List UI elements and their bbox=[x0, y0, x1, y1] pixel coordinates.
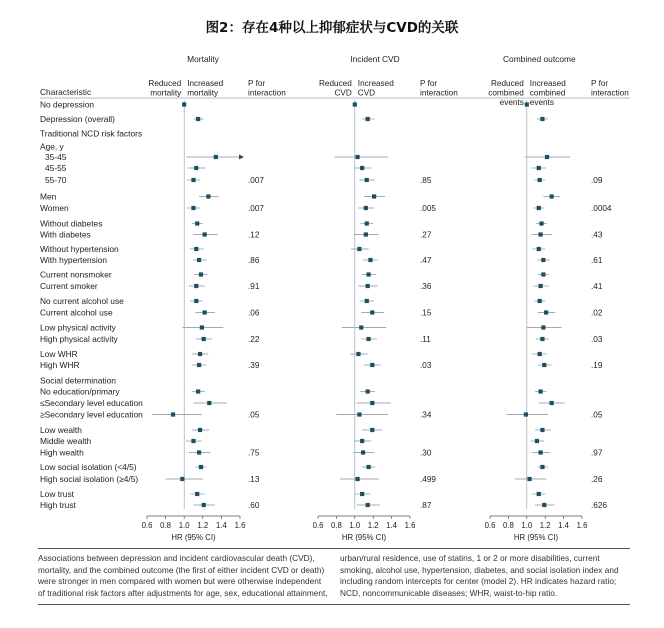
hr-marker bbox=[542, 363, 546, 367]
hr-marker bbox=[357, 247, 361, 251]
x-tick-label: 1.6 bbox=[234, 521, 246, 530]
p-header: P for bbox=[248, 79, 266, 88]
p-header: interaction bbox=[420, 88, 458, 98]
p-header: P for bbox=[420, 79, 438, 88]
hr-marker bbox=[353, 102, 357, 106]
row-label: Middle wealth bbox=[40, 435, 92, 446]
footnote-bottom-rule bbox=[38, 604, 630, 605]
hr-marker bbox=[206, 194, 210, 198]
hr-marker bbox=[538, 299, 542, 303]
p-value: .85 bbox=[420, 175, 432, 185]
x-tick-label: 0.6 bbox=[141, 521, 153, 530]
p-value: .61 bbox=[591, 255, 603, 265]
hr-marker bbox=[537, 166, 541, 170]
row-label: With diabetes bbox=[40, 229, 91, 240]
hr-marker bbox=[525, 102, 529, 106]
hr-marker bbox=[194, 284, 198, 288]
hr-marker bbox=[538, 352, 542, 356]
hr-marker bbox=[196, 389, 200, 393]
hr-marker bbox=[539, 389, 543, 393]
hr-marker bbox=[539, 221, 543, 225]
hr-marker bbox=[537, 206, 541, 210]
right-direction-label: Increased bbox=[357, 79, 394, 88]
hr-marker bbox=[541, 325, 545, 329]
p-header: interaction bbox=[248, 88, 286, 98]
row-label: 35-45 bbox=[45, 151, 67, 162]
hr-marker bbox=[370, 363, 374, 367]
p-value: .87 bbox=[420, 500, 432, 510]
hr-marker bbox=[196, 117, 200, 121]
hr-marker bbox=[542, 503, 546, 507]
row-label: Low social isolation (<4/5) bbox=[40, 461, 137, 472]
row-label: ≥Secondary level education bbox=[40, 409, 143, 420]
ci-arrow bbox=[239, 155, 244, 160]
hr-marker bbox=[194, 247, 198, 251]
hr-marker bbox=[540, 337, 544, 341]
p-value: .11 bbox=[420, 334, 431, 344]
hr-marker bbox=[541, 272, 545, 276]
left-direction-label: Reduced bbox=[148, 79, 182, 88]
p-value: .43 bbox=[591, 230, 603, 240]
x-axis-label: HR (95% CI) bbox=[341, 533, 387, 542]
row-label: No current alcohol use bbox=[40, 295, 124, 306]
x-tick-label: 0.6 bbox=[312, 521, 324, 530]
left-direction-label: mortality bbox=[150, 88, 182, 98]
row-label: Depression (overall) bbox=[40, 113, 115, 124]
hr-marker bbox=[199, 272, 203, 276]
hr-marker bbox=[366, 389, 370, 393]
row-label: Traditional NCD risk factors bbox=[40, 128, 143, 139]
hr-marker bbox=[171, 412, 175, 416]
p-value: .34 bbox=[420, 410, 432, 420]
hr-marker bbox=[191, 439, 195, 443]
row-label: High WHR bbox=[40, 359, 80, 370]
p-value: .03 bbox=[420, 360, 432, 370]
hr-marker bbox=[545, 155, 549, 159]
p-value: .75 bbox=[248, 448, 260, 458]
hr-marker bbox=[360, 492, 364, 496]
p-value: .41 bbox=[591, 281, 603, 291]
hr-marker bbox=[367, 337, 371, 341]
hr-marker bbox=[197, 258, 201, 262]
hr-marker bbox=[366, 503, 370, 507]
row-label: Age, y bbox=[40, 141, 64, 152]
hr-marker bbox=[527, 477, 531, 481]
hr-marker bbox=[356, 352, 360, 356]
left-direction-label: CVD bbox=[334, 88, 352, 98]
footnote-right-text: urban/rural residence, use of statins, 1 or 2 or more disabilities, current smoking, alcohol use, hypertension, diabetes, and social isolation index and including random intercepts for center (model 2). HR indicates hazard ratio; NCD, noncommunicable diseases; WHR, waist-to-hip ratio. bbox=[340, 553, 619, 598]
hr-marker bbox=[361, 450, 365, 454]
hr-marker bbox=[202, 337, 206, 341]
hr-marker bbox=[182, 102, 186, 106]
hr-marker bbox=[539, 450, 543, 454]
row-label: Men bbox=[40, 191, 57, 202]
row-label: No education/primary bbox=[40, 386, 120, 397]
hr-marker bbox=[367, 272, 371, 276]
p-value: .30 bbox=[420, 448, 432, 458]
p-header: P for bbox=[591, 79, 609, 88]
panel-title: Incident CVD bbox=[350, 54, 400, 64]
panel-title: Mortality bbox=[187, 54, 219, 64]
row-label: High wealth bbox=[40, 447, 84, 458]
x-tick-label: 0.8 bbox=[330, 521, 342, 530]
hr-marker bbox=[360, 166, 364, 170]
hr-marker bbox=[198, 428, 202, 432]
hr-marker bbox=[200, 325, 204, 329]
right-direction-label: Increased bbox=[529, 79, 566, 88]
p-value: .27 bbox=[420, 230, 432, 240]
p-value: .05 bbox=[248, 410, 260, 420]
p-value: .09 bbox=[591, 175, 603, 185]
hr-marker bbox=[544, 310, 548, 314]
hr-marker bbox=[366, 117, 370, 121]
footnote-left-text: Associations between depression and incident cardiovascular death (CVD), mortality, and the combined outcome (the first of either incident CVD or death) were stronger in men compared with women but were otherwise independent of traditional risk factors after adjustments for age, sex, educational attainment, bbox=[38, 553, 328, 598]
p-value: .86 bbox=[248, 255, 260, 265]
hr-marker bbox=[370, 401, 374, 405]
row-label: Current smoker bbox=[40, 280, 98, 291]
right-direction-label: events bbox=[529, 97, 554, 107]
left-direction-label: Reduced bbox=[491, 79, 524, 88]
x-tick-label: 1.0 bbox=[178, 521, 190, 530]
p-value: .626 bbox=[591, 500, 607, 510]
left-direction-label: events bbox=[499, 97, 524, 107]
hr-marker bbox=[540, 117, 544, 121]
hr-marker bbox=[364, 232, 368, 236]
p-value: .03 bbox=[591, 334, 603, 344]
hr-marker bbox=[537, 247, 541, 251]
hr-marker bbox=[359, 325, 363, 329]
hr-marker bbox=[368, 258, 372, 262]
p-value: .91 bbox=[248, 281, 260, 291]
left-direction-label: combined bbox=[488, 88, 524, 98]
p-value: .39 bbox=[248, 360, 260, 370]
x-tick-label: 1.6 bbox=[576, 521, 588, 530]
hr-marker bbox=[199, 465, 203, 469]
row-label: High trust bbox=[40, 499, 76, 510]
x-tick-label: 1.2 bbox=[367, 521, 379, 530]
hr-marker bbox=[357, 412, 361, 416]
p-value: .19 bbox=[591, 360, 603, 370]
p-value: .47 bbox=[420, 255, 432, 265]
hr-marker bbox=[194, 299, 198, 303]
hr-marker bbox=[355, 477, 359, 481]
hr-marker bbox=[198, 352, 202, 356]
hr-marker bbox=[537, 492, 541, 496]
row-label: Current alcohol use bbox=[40, 307, 113, 318]
row-label: Without diabetes bbox=[40, 218, 103, 229]
x-axis-label: HR (95% CI) bbox=[513, 533, 559, 542]
hr-marker bbox=[370, 310, 374, 314]
p-value: .007 bbox=[248, 203, 264, 213]
row-label: Low trust bbox=[40, 488, 74, 499]
p-value: .12 bbox=[248, 230, 260, 240]
p-value: .60 bbox=[248, 500, 260, 510]
x-tick-label: 1.2 bbox=[539, 521, 551, 530]
x-tick-label: 1.4 bbox=[558, 521, 570, 530]
hr-marker bbox=[540, 428, 544, 432]
p-value: .13 bbox=[248, 474, 260, 484]
p-value: .499 bbox=[420, 474, 436, 484]
hr-marker bbox=[203, 232, 207, 236]
row-label: High physical activity bbox=[40, 333, 118, 344]
row-label: Social determination bbox=[40, 375, 116, 386]
hr-marker bbox=[550, 401, 554, 405]
hr-marker bbox=[539, 284, 543, 288]
row-label: Women bbox=[40, 202, 69, 213]
hr-marker bbox=[180, 477, 184, 481]
x-tick-label: 1.0 bbox=[521, 521, 533, 530]
footnote-top-rule bbox=[38, 548, 630, 549]
hr-marker bbox=[202, 503, 206, 507]
hr-marker bbox=[550, 194, 554, 198]
characteristic-header: Characteristic bbox=[40, 87, 92, 97]
p-value: .05 bbox=[591, 410, 603, 420]
row-label: ≤Secondary level education bbox=[40, 397, 143, 408]
right-direction-label: CVD bbox=[357, 88, 376, 98]
hr-marker bbox=[541, 258, 545, 262]
p-value: .06 bbox=[248, 308, 260, 318]
right-direction-label: mortality bbox=[187, 88, 219, 98]
p-value: .26 bbox=[591, 474, 603, 484]
x-tick-label: 1.2 bbox=[197, 521, 209, 530]
p-value: .007 bbox=[248, 175, 264, 185]
hr-marker bbox=[364, 206, 368, 210]
panel-title: Combined outcome bbox=[503, 54, 576, 64]
hr-marker bbox=[538, 178, 542, 182]
p-value: .15 bbox=[420, 308, 432, 318]
p-value: .97 bbox=[591, 448, 603, 458]
hr-marker bbox=[365, 299, 369, 303]
left-direction-label: Reduced bbox=[319, 79, 352, 88]
hr-marker bbox=[207, 401, 211, 405]
row-label: Low physical activity bbox=[40, 322, 116, 333]
p-value: .005 bbox=[420, 203, 436, 213]
row-label: Without hypertension bbox=[40, 243, 119, 254]
x-tick-label: 0.6 bbox=[484, 521, 496, 530]
hr-marker bbox=[191, 206, 195, 210]
hr-marker bbox=[195, 221, 199, 225]
figure-title: 图2：存在4种以上抑郁症状与CVD的关联 bbox=[205, 20, 459, 36]
hr-marker bbox=[360, 439, 364, 443]
row-label: 45-55 bbox=[45, 162, 67, 173]
hr-marker bbox=[535, 439, 539, 443]
hr-marker bbox=[194, 166, 198, 170]
x-tick-label: 1.4 bbox=[386, 521, 398, 530]
p-value: .22 bbox=[248, 334, 260, 344]
hr-marker bbox=[197, 363, 201, 367]
hr-marker bbox=[365, 221, 369, 225]
right-direction-label: combined bbox=[529, 88, 566, 98]
row-label: 55-70 bbox=[45, 174, 67, 185]
hr-marker bbox=[366, 284, 370, 288]
hr-marker bbox=[524, 412, 528, 416]
x-tick-label: 1.4 bbox=[215, 521, 227, 530]
x-tick-label: 0.8 bbox=[160, 521, 172, 530]
hr-marker bbox=[370, 428, 374, 432]
hr-marker bbox=[372, 194, 376, 198]
hr-marker bbox=[355, 155, 359, 159]
x-tick-label: 1.0 bbox=[349, 521, 361, 530]
right-direction-label: Increased bbox=[187, 79, 224, 88]
hr-marker bbox=[539, 232, 543, 236]
row-label: Low wealth bbox=[40, 424, 82, 435]
x-tick-label: 1.6 bbox=[404, 521, 416, 530]
row-label: Current nonsmoker bbox=[40, 269, 112, 280]
p-value: .0004 bbox=[591, 203, 612, 213]
p-header: interaction bbox=[591, 88, 629, 98]
hr-marker bbox=[191, 178, 195, 182]
p-value: .02 bbox=[591, 308, 603, 318]
x-axis-label: HR (95% CI) bbox=[171, 533, 216, 542]
hr-marker bbox=[203, 310, 207, 314]
row-label: With hypertension bbox=[40, 254, 108, 265]
row-label: No depression bbox=[40, 99, 95, 110]
p-value: .36 bbox=[420, 281, 432, 291]
hr-marker bbox=[540, 465, 544, 469]
row-label: High social isolation (≥4/5) bbox=[40, 473, 139, 484]
row-label: Low WHR bbox=[40, 348, 78, 359]
hr-marker bbox=[214, 155, 218, 159]
hr-marker bbox=[195, 492, 199, 496]
x-tick-label: 0.8 bbox=[502, 521, 514, 530]
hr-marker bbox=[365, 178, 369, 182]
hr-marker bbox=[197, 450, 201, 454]
hr-marker bbox=[367, 465, 371, 469]
